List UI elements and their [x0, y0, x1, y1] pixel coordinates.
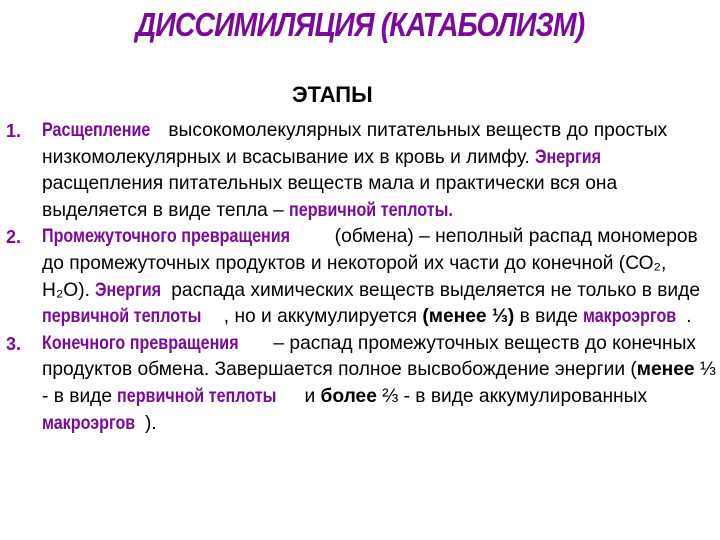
term-highlight: первичной теплоты: [42, 306, 202, 328]
stage-text: [42, 120, 667, 221]
text-run: ).: [144, 412, 157, 434]
slide-title: ДИССИМИЛЯЦИЯ (КАТАБОЛИЗМ): [135, 6, 585, 43]
stage-text: [42, 333, 716, 434]
stage-number: 2.: [6, 227, 22, 248]
stage-item-1: [6, 118, 718, 224]
term-highlight: Конечного превращения: [42, 332, 239, 354]
term-highlight: Промежуточного превращения: [42, 226, 291, 248]
stages-list: [6, 118, 718, 437]
stage-number: 1.: [6, 121, 22, 141]
text-run: ⅔ - в виде аккумулированных: [376, 385, 648, 407]
term-highlight: макроэргов: [583, 306, 677, 328]
text-run: .: [686, 306, 692, 328]
term-highlight: первичной теплоты: [117, 385, 277, 407]
text-run: ⅓ - в виде: [42, 359, 716, 407]
stage-text: [42, 226, 700, 327]
stage-item-3: [6, 331, 718, 437]
term-bold: более: [320, 385, 377, 407]
term-highlight: Расщепление: [42, 120, 151, 141]
term-highlight: макроэргов: [42, 412, 136, 434]
term-highlight: Энергия: [95, 279, 162, 301]
text-run: – распад промежуточных веществ до конечных продуктов обмена. Завершается полное высвобождение энергии (: [42, 332, 696, 381]
term-bold: менее: [636, 359, 695, 381]
text-run: расщепления питательных веществ мала и практически вся она выделяется в виде тепла –: [42, 173, 618, 221]
term-bold: (менее ⅓): [422, 306, 515, 328]
slide-subtitle: ЭТАПЫ: [292, 82, 373, 107]
stage-item-2: [6, 224, 718, 330]
text-run: в виде: [514, 306, 584, 328]
term-highlight: Энергия: [535, 146, 602, 168]
text-run: высокомолекулярных питательных веществ до простых низкомолекулярных и всасывание их в кровь и лимфу.: [42, 120, 668, 168]
text-run: (обмена) – неполный распад мономеров до промежуточных продуктов и некоторой их части до конечной (СО₂, Н₂О).: [42, 226, 698, 301]
text-run: , но и аккумулируется: [223, 306, 423, 328]
stage-number: 3.: [6, 333, 22, 354]
term-highlight: первичной теплоты.: [289, 199, 454, 221]
text-run: и: [299, 385, 321, 407]
text-run: распада химических веществ выделяется не только в виде: [165, 279, 700, 301]
